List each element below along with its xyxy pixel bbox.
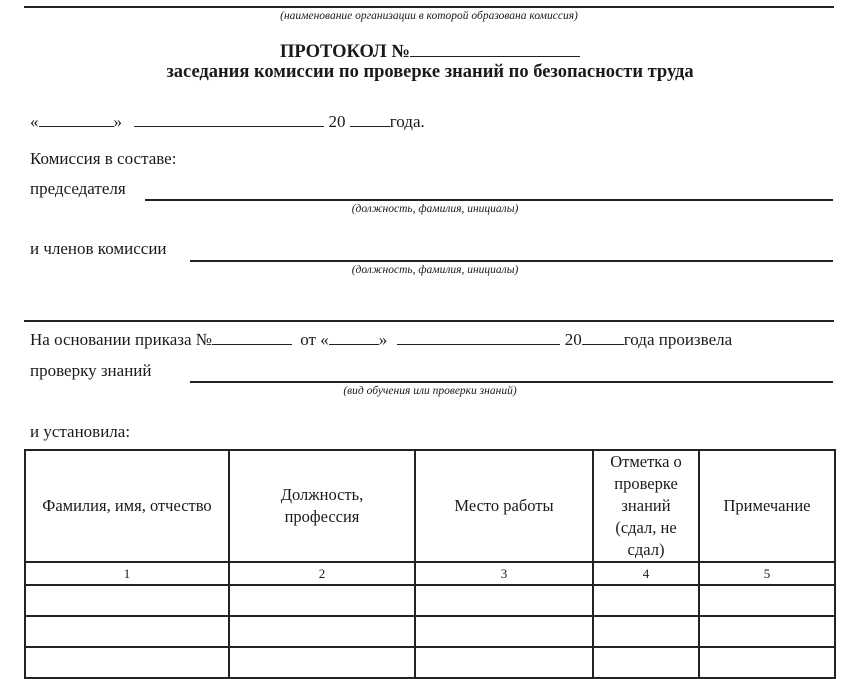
date-line: [30, 112, 425, 132]
results-table: [24, 449, 836, 679]
header-position: [229, 450, 415, 562]
protocol-title-text: ПРОТОКОЛ №: [280, 42, 410, 62]
date-close-quote: »: [113, 112, 122, 131]
table-cell[interactable]: [699, 585, 835, 616]
order-quote-close: »: [378, 330, 388, 349]
table-cell[interactable]: [699, 647, 835, 678]
members-label: и членов комиссии: [30, 239, 167, 258]
table-cell[interactable]: [229, 585, 415, 616]
chair-caption: (должность, фамилия, инициалы): [351, 203, 519, 215]
header-workplace: Место работы: [415, 450, 593, 562]
table-row[interactable]: [25, 647, 835, 678]
date-year-field[interactable]: [350, 112, 390, 127]
date-year-suffix: года.: [389, 112, 425, 131]
org-caption: (наименование организации в которой образована комиссия): [280, 10, 578, 22]
members-rule: [24, 320, 834, 322]
date-open-quote: «: [30, 112, 39, 131]
column-number: 4: [593, 562, 699, 585]
order-year-suffix: года произвела: [623, 330, 733, 349]
check-label: проверку знаний: [30, 361, 152, 380]
order-from: от «: [300, 330, 329, 349]
order-prefix: На основании приказа №: [30, 330, 213, 349]
header-note: Примечание: [699, 450, 835, 562]
table-cell[interactable]: [593, 647, 699, 678]
order-year-prefix: 20: [564, 330, 582, 349]
table-row[interactable]: [25, 616, 835, 647]
order-day-field[interactable]: [329, 330, 379, 345]
table-cell[interactable]: [415, 647, 593, 678]
protocol-number-field[interactable]: [410, 38, 580, 57]
check-field[interactable]: [190, 381, 833, 383]
table-cell[interactable]: [229, 647, 415, 678]
chair-label: председателя: [30, 179, 126, 198]
header-fio: Фамилия, имя, отчество: [25, 450, 229, 562]
protocol-subtitle: заседания комиссии по проверке знаний по безопасности труда: [166, 62, 694, 82]
column-number: 2: [229, 562, 415, 585]
protocol-title: [0, 38, 850, 63]
table-cell[interactable]: [699, 616, 835, 647]
table-header-row: [25, 450, 835, 562]
top-rule: [24, 6, 834, 8]
check-caption: (вид обучения или проверки знаний): [343, 385, 517, 397]
date-day-field[interactable]: [39, 112, 114, 127]
members-caption: (должность, фамилия, инициалы): [351, 264, 519, 276]
table-cell[interactable]: [25, 616, 229, 647]
order-year-field[interactable]: [582, 330, 624, 345]
column-number: 5: [699, 562, 835, 585]
header-position-text: Должность, профессия: [280, 485, 364, 526]
column-number: 3: [415, 562, 593, 585]
members-field[interactable]: [190, 260, 833, 262]
table-cell[interactable]: [25, 585, 229, 616]
table-cell[interactable]: [593, 616, 699, 647]
table-cell[interactable]: [25, 647, 229, 678]
table-cell[interactable]: [415, 616, 593, 647]
order-number-field[interactable]: [212, 330, 292, 345]
table-cell[interactable]: [229, 616, 415, 647]
commission-intro: Комиссия в составе:: [30, 149, 177, 168]
established-label: и установила:: [30, 422, 131, 441]
date-year-prefix: 20: [328, 112, 346, 131]
header-mark: [593, 450, 699, 562]
chair-field[interactable]: [145, 199, 833, 201]
table-row[interactable]: [25, 585, 835, 616]
date-month-field[interactable]: [134, 112, 324, 127]
table-cell[interactable]: [593, 585, 699, 616]
table-number-row: [25, 562, 835, 585]
order-month-field[interactable]: [397, 330, 560, 345]
table-cell[interactable]: [415, 585, 593, 616]
header-mark-text: Отметка о проверке знаний (сдал, не сдал): [610, 452, 682, 559]
column-number: 1: [25, 562, 229, 585]
order-line: [30, 330, 732, 350]
